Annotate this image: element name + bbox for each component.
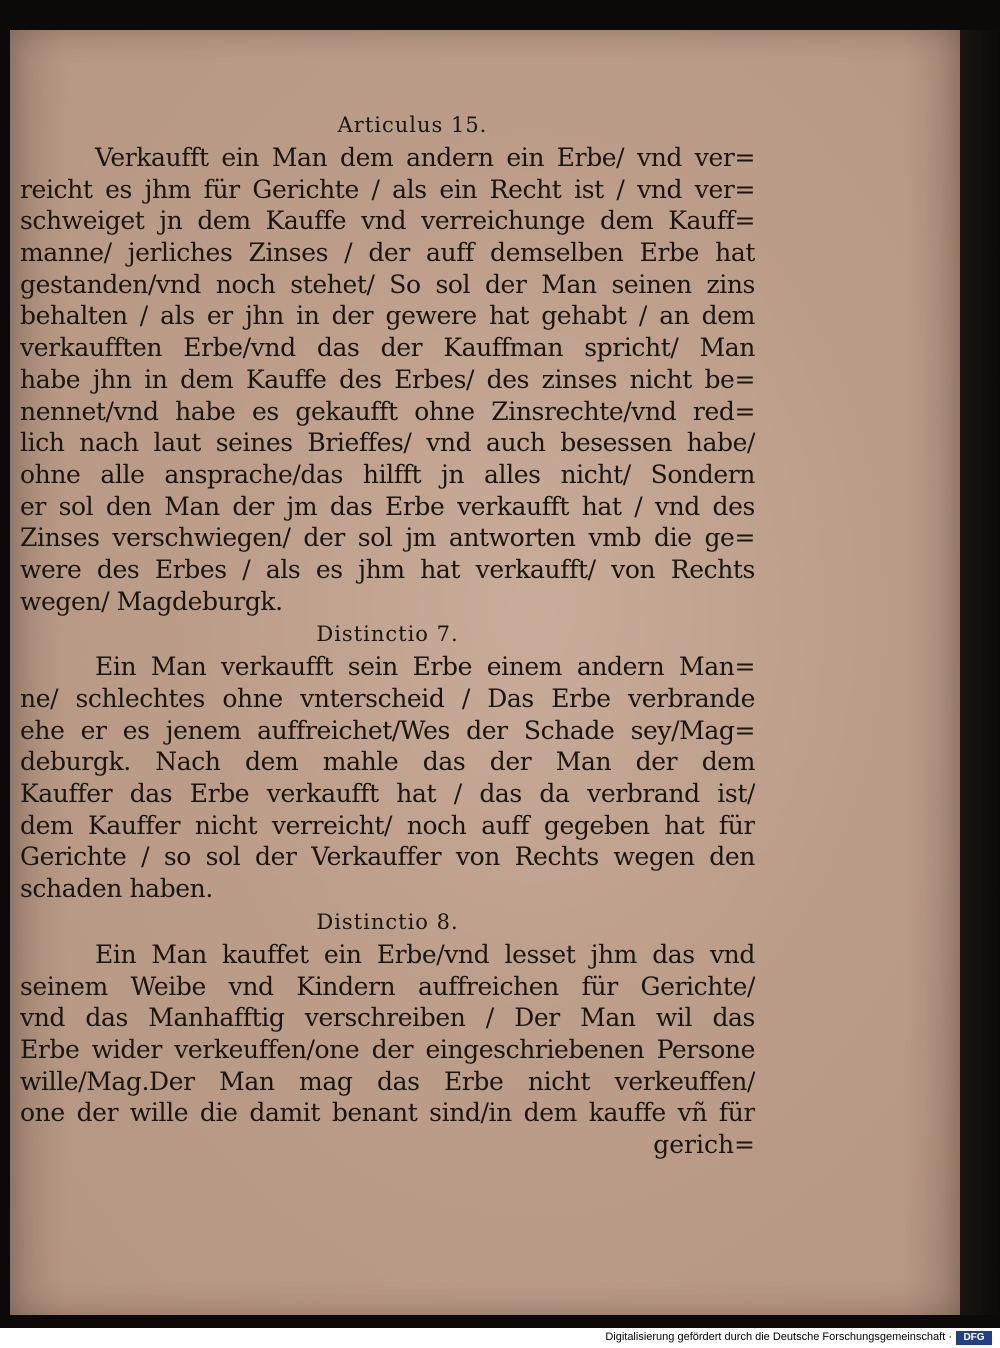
text-line: verkaufften Erbe/vnd das der Kauffman spricht/ Man bbox=[20, 333, 755, 363]
text-line: Ein Man kauffet ein Erbe/vnd lesset jhm das vnd bbox=[95, 939, 755, 969]
section-distinctio-8 bbox=[20, 939, 755, 1129]
section-distinctio-7 bbox=[20, 651, 755, 905]
heading-distinctio-8: Distinctio 8. bbox=[316, 909, 459, 934]
text-line: ohne alle ansprache/das hilfft jn alles nicht/ Sondern bbox=[20, 459, 755, 489]
text-line: ehe er es jenem auffreichet/Wes der Schade sey/Mag= bbox=[20, 715, 755, 745]
funding-notice: Digitalisierung gefördert durch die Deutsche Forschungsgemeinschaft · bbox=[605, 1331, 952, 1343]
text-line: Kauffer das Erbe verkaufft hat / das da verbrand ist/ bbox=[20, 779, 755, 809]
page-edge bbox=[960, 30, 1000, 1315]
text-line: schweiget jn dem Kauffe vnd verreichunge dem Kauff= bbox=[20, 206, 755, 236]
text-line: Zinses verschwiegen/ der sol jm antworten vmb die ge= bbox=[20, 523, 755, 553]
text-line: wille/Mag.Der Man mag das Erbe nicht verkeuffen/ bbox=[20, 1066, 755, 1096]
text-line: wegen/ Magdeburgk. bbox=[20, 586, 283, 616]
text-line: er sol den Man der jm das Erbe verkaufft hat / vnd des bbox=[20, 491, 755, 521]
text-line: were des Erbes / als es jhm hat verkaufft/ von Rechts bbox=[20, 554, 755, 584]
text-line: deburgk. Nach dem mahle das der Man der dem bbox=[20, 747, 755, 777]
text-line: habe jhn in dem Kauffe des Erbes/ des zinses nicht be= bbox=[20, 364, 755, 394]
text-line: Erbe wider verkeuffen/one der eingeschriebenen Persone bbox=[20, 1034, 755, 1064]
text-line: one der wille die damit benant sind/in dem kauffe vñ für bbox=[20, 1098, 755, 1128]
text-line: schaden haben. bbox=[20, 874, 213, 904]
heading-distinctio-7: Distinctio 7. bbox=[316, 622, 459, 647]
footer-bar bbox=[0, 1328, 1000, 1348]
text-line: seinem Weibe vnd Kindern auffreichen für Gerichte/ bbox=[20, 971, 755, 1001]
text-line: gestanden/vnd noch stehet/ So sol der Man seinen zins bbox=[20, 269, 755, 299]
text-line: Gerichte / so sol der Verkauffer von Rechts wegen den bbox=[20, 842, 755, 872]
text-line: behalten / als er jhn in der gewere hat gehabt / an dem bbox=[20, 301, 755, 331]
text-line: ne/ schlechtes ohne vnterscheid / Das Erbe verbrande bbox=[20, 684, 755, 713]
page-text bbox=[20, 108, 755, 1161]
text-line: reicht es jhm für Gerichte / als ein Recht ist / vnd ver= bbox=[20, 174, 755, 204]
text-line: Ein Man verkaufft sein Erbe einem andern Man= bbox=[95, 652, 755, 682]
section-articulus-15 bbox=[20, 142, 755, 617]
text-line: dem Kauffer nicht verreicht/ noch auff gegeben hat für bbox=[20, 810, 755, 840]
heading-articulus: Articulus 15. bbox=[337, 113, 488, 137]
text-line: Verkaufft ein Man dem andern ein Erbe/ vnd ver= bbox=[95, 143, 755, 172]
text-line: nennet/vnd habe es gekaufft ohne Zinsrechte/vnd red= bbox=[20, 396, 755, 426]
text-line: manne/ jerliches Zinses / der auff demselben Erbe hat bbox=[20, 238, 755, 268]
text-line: vnd das Manhafftig verschreiben / Der Man wil das bbox=[20, 1003, 755, 1033]
text-line: lich nach laut seines Brieffes/ vnd auch besessen habe/ bbox=[20, 428, 755, 458]
dfg-logo: DFG bbox=[956, 1331, 992, 1345]
catchword: gerich= bbox=[653, 1129, 755, 1159]
